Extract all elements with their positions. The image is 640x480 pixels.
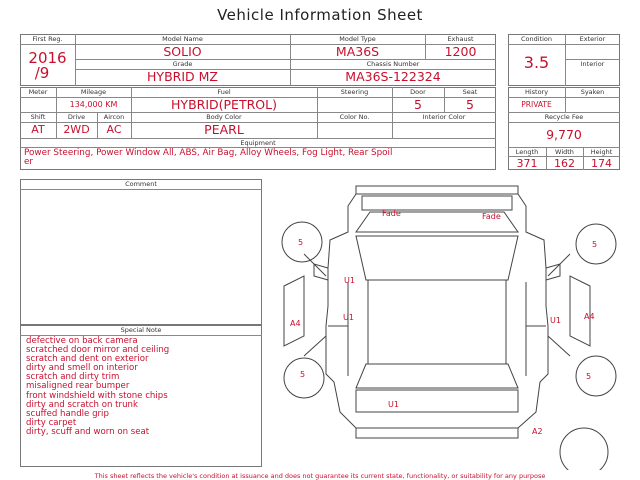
mark-left-side-panel: A4 bbox=[290, 319, 301, 328]
car-damage-diagram bbox=[264, 176, 634, 470]
special-note-list bbox=[26, 337, 169, 437]
exterior-label: Exterior bbox=[579, 35, 606, 43]
model-name-label: Model Name bbox=[162, 35, 203, 43]
width-label: Width bbox=[555, 148, 574, 156]
exhaust-label: Exhaust bbox=[447, 35, 474, 43]
aircon-value: AC bbox=[106, 123, 122, 136]
comment-label: Comment bbox=[125, 180, 157, 188]
special-note-label: Special Note bbox=[120, 326, 162, 334]
aircon-label: Aircon bbox=[103, 113, 125, 121]
trunk-lid bbox=[356, 390, 518, 412]
chassis-number-label: Chassis Number bbox=[366, 60, 420, 68]
mark-rear-left-door: U1 bbox=[343, 313, 354, 322]
model-name-value: SOLIO bbox=[163, 44, 202, 59]
color-no-label: Color No. bbox=[339, 113, 370, 121]
car-body-outline bbox=[326, 194, 548, 428]
mark-front-right-wheel: 5 bbox=[592, 240, 598, 249]
first-reg-label: First Reg. bbox=[32, 35, 63, 43]
height-value: 174 bbox=[591, 157, 612, 170]
drive-value: 2WD bbox=[63, 123, 90, 136]
special-note-item: dirty and smell on interior bbox=[26, 363, 138, 374]
body-color-value: PEARL bbox=[204, 122, 244, 137]
grade-value: HYBRID MZ bbox=[147, 69, 218, 84]
length-label: Length bbox=[515, 148, 539, 156]
history-label: History bbox=[524, 88, 549, 96]
body-color-label: Body Color bbox=[206, 113, 242, 121]
front-bumper bbox=[356, 186, 518, 194]
divider bbox=[508, 44, 620, 45]
model-type-value: MA36S bbox=[335, 44, 380, 59]
mark-rear-corner: A2 bbox=[532, 427, 543, 436]
special-note-item: dirty and scratch on trunk bbox=[26, 399, 138, 410]
special-note-item: misaligned rear bumper bbox=[26, 381, 130, 392]
model-type-label: Model Type bbox=[339, 35, 376, 43]
special-note-item: defective on back camera bbox=[26, 336, 138, 346]
meter-label: Meter bbox=[28, 88, 48, 96]
exhaust-value: 1200 bbox=[444, 44, 477, 59]
mark-trunk: U1 bbox=[388, 400, 399, 409]
special-note-item: scratch and dirty trim bbox=[26, 372, 120, 383]
mark-rear-right-wheel: 5 bbox=[586, 372, 592, 381]
door-value: 5 bbox=[414, 97, 422, 112]
drive-label: Drive bbox=[67, 113, 86, 121]
divider bbox=[508, 122, 620, 123]
disclaimer-footer: This sheet reflects the vehicle's condition at issuance and does not guarantee its current state, functionality, or suitability for any purpose bbox=[94, 472, 546, 480]
steering-label: Steering bbox=[340, 88, 369, 96]
special-note-item: scratch and dent on exterior bbox=[26, 354, 149, 365]
grade-label: Grade bbox=[172, 60, 193, 68]
mileage-label: Mileage bbox=[80, 88, 107, 96]
mark-front-left-wheel: 5 bbox=[298, 238, 304, 247]
mark-rear-left-wheel: 5 bbox=[300, 370, 306, 379]
mileage-value: 134,000 KM bbox=[69, 100, 118, 109]
special-note-item: dirty, scuff and worn on seat bbox=[26, 426, 150, 437]
first-reg-year: 2016 bbox=[28, 49, 67, 67]
sheet-title: Vehicle Information Sheet bbox=[217, 6, 423, 24]
mark-fade-left: Fade bbox=[382, 209, 401, 218]
special-note-item: scuffed handle grip bbox=[26, 408, 109, 419]
door-label: Door bbox=[410, 88, 426, 96]
length-value: 371 bbox=[516, 157, 538, 170]
equipment-label: Equipment bbox=[240, 139, 276, 147]
mark-fade-right: Fade bbox=[482, 212, 501, 221]
seat-value: 5 bbox=[466, 97, 474, 112]
special-note-item: dirty carpet bbox=[26, 417, 77, 428]
divider bbox=[20, 189, 262, 190]
seat-label: Seat bbox=[462, 88, 478, 96]
divider bbox=[508, 97, 620, 98]
interior-label: Interior bbox=[580, 60, 605, 68]
special-note-item: front windshield with stone chips bbox=[26, 390, 168, 401]
fuel-value: HYBRID(PETROL) bbox=[171, 97, 277, 112]
mark-right-door: U1 bbox=[550, 316, 561, 325]
equipment-line-2: er bbox=[24, 157, 34, 167]
interior-color-label: Interior Color bbox=[422, 113, 466, 121]
left-side-panel bbox=[284, 276, 304, 346]
shift-label: Shift bbox=[30, 113, 46, 121]
mark-front-left-door: U1 bbox=[344, 276, 355, 285]
windshield bbox=[356, 236, 518, 280]
history-value: PRIVATE bbox=[521, 100, 552, 109]
fuel-label: Fuel bbox=[217, 88, 231, 96]
rear-bumper bbox=[356, 428, 518, 438]
equipment-line-1: Power Steering, Power Window All, ABS, Air Bag, Alloy Wheels, Fog Light, Rear Spoil bbox=[24, 148, 393, 158]
shift-value: AT bbox=[31, 123, 45, 136]
first-reg-month: /9 bbox=[34, 64, 50, 82]
mark-right-side-panel: A4 bbox=[584, 312, 595, 321]
recycle-fee-value: 9,770 bbox=[546, 127, 582, 142]
comment-box bbox=[20, 179, 262, 325]
recycle-fee-label: Recycle Fee bbox=[544, 113, 584, 121]
condition-value: 3.5 bbox=[523, 53, 550, 72]
right-side-panel bbox=[570, 276, 590, 346]
width-value: 162 bbox=[554, 157, 575, 170]
condition-label: Condition bbox=[520, 35, 553, 43]
height-label: Height bbox=[590, 148, 613, 156]
rear-window bbox=[356, 364, 518, 388]
chassis-number-value: MA36S-122324 bbox=[345, 69, 441, 84]
special-note-item: scratched door mirror and ceiling bbox=[26, 345, 170, 356]
syaken-label: Syaken bbox=[580, 88, 605, 96]
